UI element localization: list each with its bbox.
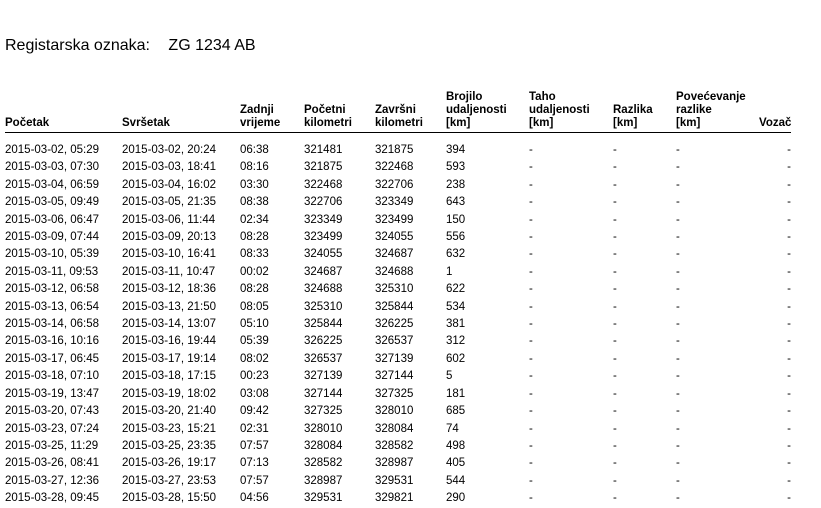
cell-start-km: 323349: [304, 213, 343, 226]
cell-driver: -: [787, 387, 791, 400]
cell-last-time: 08:33: [240, 248, 269, 261]
cell-difference-increase-km: -: [676, 283, 680, 296]
cell-end: 2015-03-18, 17:15: [122, 370, 216, 383]
cell-tacho-km: -: [529, 144, 533, 156]
cell-difference-km: -: [613, 335, 617, 348]
cell-driver: -: [787, 457, 791, 470]
header-line: kilometri: [304, 117, 352, 129]
cell-end-km: 327144: [375, 370, 414, 383]
cell-difference-km: -: [613, 178, 617, 191]
header-line: udaljenosti: [446, 104, 507, 116]
cell-odometer-km: 150: [446, 213, 466, 226]
cell-start: 2015-03-11, 09:53: [5, 265, 99, 278]
cell-odometer-km: 685: [446, 405, 466, 418]
cell-last-time: 07:13: [240, 457, 269, 470]
cell-end-km: 324688: [375, 265, 414, 278]
cell-start-km: 325844: [304, 318, 343, 331]
header-line: Taho: [529, 91, 556, 103]
cell-start: 2015-03-09, 07:44: [5, 231, 99, 244]
cell-end-km: 326225: [375, 318, 414, 331]
cell-tacho-km: -: [529, 457, 533, 470]
cell-end-km: 322706: [375, 178, 414, 191]
cell-start: 2015-03-28, 09:45: [5, 492, 99, 505]
cell-start: 2015-03-27, 12:36: [5, 474, 99, 487]
cell-end-km: 328987: [375, 457, 414, 470]
cell-end: 2015-03-12, 18:36: [122, 283, 216, 296]
header-driver: [759, 88, 791, 133]
cell-tacho-km: -: [529, 405, 533, 418]
cell-last-time: 03:30: [240, 178, 269, 191]
cell-odometer-km: 238: [446, 178, 466, 191]
cell-last-time: 08:16: [240, 161, 269, 174]
cell-end-km: 327139: [375, 352, 414, 365]
cell-odometer-km: 622: [446, 283, 466, 296]
cell-tacho-km: -: [529, 161, 533, 174]
table-row: [5, 403, 791, 420]
table-row: [5, 368, 791, 385]
cell-driver: -: [787, 144, 791, 156]
cell-start: 2015-03-26, 08:41: [5, 457, 99, 470]
cell-end: 2015-03-20, 21:40: [122, 405, 216, 418]
cell-end-km: 321875: [375, 144, 414, 156]
table-row: [5, 438, 791, 455]
cell-tacho-km: -: [529, 231, 533, 244]
cell-difference-km: -: [613, 300, 617, 313]
table-row: [5, 159, 791, 176]
header-line: Početak: [5, 117, 50, 129]
cell-odometer-km: 602: [446, 352, 466, 365]
cell-last-time: 08:02: [240, 352, 269, 365]
header-line: udaljenosti: [529, 104, 590, 116]
cell-start: 2015-03-04, 06:59: [5, 178, 99, 191]
cell-end-km: 324687: [375, 248, 414, 261]
cell-odometer-km: 544: [446, 474, 466, 487]
cell-end-km: 326537: [375, 335, 414, 348]
cell-end-km: 328582: [375, 439, 414, 452]
cell-start: 2015-03-20, 07:43: [5, 405, 99, 418]
cell-last-time: 07:57: [240, 474, 269, 487]
cell-tacho-km: -: [529, 474, 533, 487]
cell-last-time: 05:10: [240, 318, 269, 331]
cell-driver: -: [787, 265, 791, 278]
header-difference-increase-km: [676, 88, 759, 133]
header-line: vrijeme: [240, 117, 281, 129]
cell-last-time: 02:34: [240, 213, 269, 226]
cell-start: 2015-03-06, 06:47: [5, 213, 99, 226]
cell-end: 2015-03-16, 19:44: [122, 335, 216, 348]
cell-difference-km: -: [613, 474, 617, 487]
cell-start: 2015-03-05, 09:49: [5, 196, 99, 209]
table-body: [5, 133, 791, 508]
cell-start: 2015-03-02, 05:29: [5, 144, 99, 156]
cell-difference-increase-km: -: [676, 387, 680, 400]
cell-last-time: 08:28: [240, 283, 269, 296]
cell-start: 2015-03-14, 06:58: [5, 318, 99, 331]
cell-start-km: 324688: [304, 283, 343, 296]
cell-driver: -: [787, 283, 791, 296]
cell-end: 2015-03-03, 18:41: [122, 161, 216, 174]
cell-odometer-km: 312: [446, 335, 466, 348]
cell-driver: -: [787, 370, 791, 383]
header-line: [km]: [676, 117, 701, 129]
cell-difference-increase-km: -: [676, 405, 680, 418]
cell-odometer-km: 498: [446, 439, 466, 452]
header-line: Početni: [304, 104, 346, 116]
table-row: [5, 299, 791, 316]
cell-difference-increase-km: -: [676, 318, 680, 331]
cell-end: 2015-03-27, 23:53: [122, 474, 216, 487]
cell-last-time: 03:08: [240, 387, 269, 400]
cell-difference-increase-km: -: [676, 248, 680, 261]
cell-last-time: 07:57: [240, 439, 269, 452]
cell-driver: -: [787, 300, 791, 313]
cell-odometer-km: 556: [446, 231, 466, 244]
cell-driver: -: [787, 405, 791, 418]
table-row: [5, 473, 791, 490]
cell-tacho-km: -: [529, 300, 533, 313]
header-start: [5, 88, 122, 133]
cell-odometer-km: 534: [446, 300, 466, 313]
header-line: razlike: [676, 104, 712, 116]
cell-difference-km: -: [613, 196, 617, 209]
cell-odometer-km: 643: [446, 196, 466, 209]
cell-tacho-km: -: [529, 318, 533, 331]
header-line: Povećevanje: [676, 91, 746, 103]
cell-start: 2015-03-03, 07:30: [5, 161, 99, 174]
cell-start: 2015-03-17, 06:45: [5, 352, 99, 365]
cell-end: 2015-03-05, 21:35: [122, 196, 216, 209]
cell-driver: -: [787, 422, 791, 435]
header-line: [km]: [446, 117, 471, 129]
cell-difference-increase-km: -: [676, 474, 680, 487]
cell-end: 2015-03-28, 15:50: [122, 492, 216, 505]
cell-end-km: 328010: [375, 405, 414, 418]
cell-end: 2015-03-26, 19:17: [122, 457, 216, 470]
table-header-row: [5, 88, 791, 133]
cell-difference-km: -: [613, 457, 617, 470]
cell-tacho-km: -: [529, 335, 533, 348]
cell-start: 2015-03-23, 07:24: [5, 422, 99, 435]
table-row: [5, 264, 791, 281]
cell-tacho-km: -: [529, 283, 533, 296]
cell-end: 2015-03-04, 16:02: [122, 178, 216, 191]
cell-odometer-km: 74: [446, 422, 459, 435]
cell-difference-increase-km: -: [676, 335, 680, 348]
cell-driver: -: [787, 178, 791, 191]
table-row: [5, 455, 791, 472]
table-row: [5, 177, 791, 194]
table-row: [5, 246, 791, 263]
cell-difference-increase-km: -: [676, 161, 680, 174]
cell-last-time: 06:38: [240, 144, 269, 156]
cell-difference-increase-km: -: [676, 457, 680, 470]
cell-start-km: 322468: [304, 178, 343, 191]
cell-odometer-km: 632: [446, 248, 466, 261]
cell-tacho-km: -: [529, 492, 533, 505]
cell-last-time: 09:42: [240, 405, 269, 418]
cell-start-km: 327325: [304, 405, 343, 418]
header-line: Zadnji: [240, 104, 274, 116]
cell-last-time: 04:56: [240, 492, 269, 505]
cell-end-km: 325844: [375, 300, 414, 313]
cell-last-time: 02:31: [240, 422, 269, 435]
cell-difference-km: -: [613, 283, 617, 296]
registration-line: [5, 37, 256, 55]
cell-end: 2015-03-02, 20:24: [122, 144, 216, 156]
cell-start-km: 328987: [304, 474, 343, 487]
cell-end-km: 322468: [375, 161, 414, 174]
cell-last-time: 00:23: [240, 370, 269, 383]
cell-difference-km: -: [613, 248, 617, 261]
cell-driver: -: [787, 335, 791, 348]
header-line: [km]: [529, 117, 554, 129]
cell-difference-km: -: [613, 265, 617, 278]
cell-odometer-km: 593: [446, 161, 466, 174]
cell-difference-increase-km: -: [676, 265, 680, 278]
table-row: [5, 281, 791, 298]
cell-odometer-km: 181: [446, 387, 466, 400]
cell-start: 2015-03-19, 13:47: [5, 387, 99, 400]
table-row: [5, 333, 791, 350]
table-row: [5, 386, 791, 403]
header-line: Završni: [375, 104, 416, 116]
cell-difference-increase-km: -: [676, 492, 680, 505]
cell-odometer-km: 394: [446, 144, 466, 156]
cell-start: 2015-03-12, 06:58: [5, 283, 99, 296]
cell-start: 2015-03-10, 05:39: [5, 248, 99, 261]
cell-last-time: 05:39: [240, 335, 269, 348]
header-end-km: [375, 88, 446, 133]
cell-end-km: 328084: [375, 422, 414, 435]
cell-difference-km: -: [613, 161, 617, 174]
cell-start-km: 326225: [304, 335, 343, 348]
cell-driver: -: [787, 352, 791, 365]
header-line: kilometri: [375, 117, 423, 129]
cell-start-km: 322706: [304, 196, 343, 209]
cell-difference-km: -: [613, 352, 617, 365]
cell-tacho-km: -: [529, 196, 533, 209]
cell-end: 2015-03-13, 21:50: [122, 300, 216, 313]
registration-label: Registarska oznaka:: [5, 37, 150, 54]
cell-difference-increase-km: -: [676, 231, 680, 244]
cell-start-km: 327144: [304, 387, 343, 400]
cell-difference-increase-km: -: [676, 422, 680, 435]
cell-end: 2015-03-25, 23:35: [122, 439, 216, 452]
cell-difference-km: -: [613, 213, 617, 226]
table-row: [5, 133, 791, 160]
cell-start-km: 328084: [304, 439, 343, 452]
cell-difference-km: -: [613, 439, 617, 452]
cell-driver: -: [787, 231, 791, 244]
registration-value: ZG 1234 AB: [168, 37, 256, 54]
cell-difference-increase-km: -: [676, 196, 680, 209]
header-last-time: [240, 88, 304, 133]
cell-last-time: 00:02: [240, 265, 269, 278]
cell-end: 2015-03-23, 15:21: [122, 422, 216, 435]
cell-end: 2015-03-14, 13:07: [122, 318, 216, 331]
cell-difference-increase-km: -: [676, 178, 680, 191]
cell-difference-increase-km: -: [676, 439, 680, 452]
table-row: [5, 229, 791, 246]
header-line: Brojilo: [446, 91, 483, 103]
cell-start: 2015-03-13, 06:54: [5, 300, 99, 313]
cell-end-km: 329821: [375, 492, 414, 505]
cell-difference-increase-km: -: [676, 144, 680, 156]
cell-difference-km: -: [613, 318, 617, 331]
cell-start-km: 324687: [304, 265, 343, 278]
header-line: Razlika: [613, 104, 653, 116]
cell-start-km: 328582: [304, 457, 343, 470]
cell-start-km: 321481: [304, 144, 343, 156]
header-tacho-km: [529, 88, 613, 133]
header-line: Vozač: [759, 117, 792, 129]
cell-tacho-km: -: [529, 387, 533, 400]
cell-difference-km: -: [613, 370, 617, 383]
cell-tacho-km: -: [529, 178, 533, 191]
cell-end: 2015-03-10, 16:41: [122, 248, 216, 261]
cell-driver: -: [787, 196, 791, 209]
cell-tacho-km: -: [529, 352, 533, 365]
cell-start: 2015-03-16, 10:16: [5, 335, 99, 348]
cell-driver: -: [787, 318, 791, 331]
cell-start-km: 325310: [304, 300, 343, 313]
header-line: Svršetak: [122, 117, 170, 129]
cell-difference-km: -: [613, 422, 617, 435]
header-start-km: [304, 88, 375, 133]
table-row: [5, 351, 791, 368]
cell-start-km: 321875: [304, 161, 343, 174]
cell-start-km: 328010: [304, 422, 343, 435]
cell-odometer-km: 381: [446, 318, 466, 331]
cell-driver: -: [787, 248, 791, 261]
cell-start-km: 326537: [304, 352, 343, 365]
cell-odometer-km: 1: [446, 265, 453, 278]
trip-table: [5, 88, 791, 508]
cell-tacho-km: -: [529, 213, 533, 226]
cell-start-km: 329531: [304, 492, 343, 505]
cell-difference-km: -: [613, 231, 617, 244]
cell-driver: -: [787, 492, 791, 505]
cell-end-km: 325310: [375, 283, 414, 296]
cell-difference-km: -: [613, 405, 617, 418]
cell-last-time: 08:05: [240, 300, 269, 313]
cell-end: 2015-03-09, 20:13: [122, 231, 216, 244]
cell-end-km: 329531: [375, 474, 414, 487]
header-odometer-km: [446, 88, 529, 133]
cell-end: 2015-03-06, 11:44: [122, 213, 216, 226]
cell-end-km: 324055: [375, 231, 414, 244]
cell-last-time: 08:28: [240, 231, 269, 244]
cell-difference-km: -: [613, 144, 617, 156]
cell-last-time: 08:38: [240, 196, 269, 209]
cell-difference-km: -: [613, 387, 617, 400]
table-row: [5, 212, 791, 229]
table-row: [5, 316, 791, 333]
table-row: [5, 490, 791, 507]
cell-odometer-km: 405: [446, 457, 466, 470]
cell-tacho-km: -: [529, 248, 533, 261]
cell-tacho-km: -: [529, 265, 533, 278]
cell-start-km: 327139: [304, 370, 343, 383]
cell-end-km: 323499: [375, 213, 414, 226]
cell-tacho-km: -: [529, 422, 533, 435]
cell-end: 2015-03-17, 19:14: [122, 352, 216, 365]
cell-start: 2015-03-18, 07:10: [5, 370, 99, 383]
cell-start-km: 323499: [304, 231, 343, 244]
header-difference-km: [613, 88, 676, 133]
cell-difference-increase-km: -: [676, 213, 680, 226]
cell-difference-km: -: [613, 492, 617, 505]
cell-end-km: 323349: [375, 196, 414, 209]
cell-difference-increase-km: -: [676, 352, 680, 365]
cell-driver: -: [787, 213, 791, 226]
cell-driver: -: [787, 439, 791, 452]
cell-tacho-km: -: [529, 370, 533, 383]
cell-tacho-km: -: [529, 439, 533, 452]
table-row: [5, 421, 791, 438]
cell-difference-increase-km: -: [676, 300, 680, 313]
header-end: [122, 88, 240, 133]
cell-start: 2015-03-25, 11:29: [5, 439, 99, 452]
cell-driver: -: [787, 474, 791, 487]
cell-odometer-km: 5: [446, 370, 453, 383]
cell-driver: -: [787, 161, 791, 174]
cell-start-km: 324055: [304, 248, 343, 261]
table-row: [5, 194, 791, 211]
cell-end: 2015-03-11, 10:47: [122, 265, 216, 278]
cell-difference-increase-km: -: [676, 370, 680, 383]
cell-odometer-km: 290: [446, 492, 466, 505]
cell-end: 2015-03-19, 18:02: [122, 387, 216, 400]
cell-end-km: 327325: [375, 387, 414, 400]
header-line: [km]: [613, 117, 638, 129]
